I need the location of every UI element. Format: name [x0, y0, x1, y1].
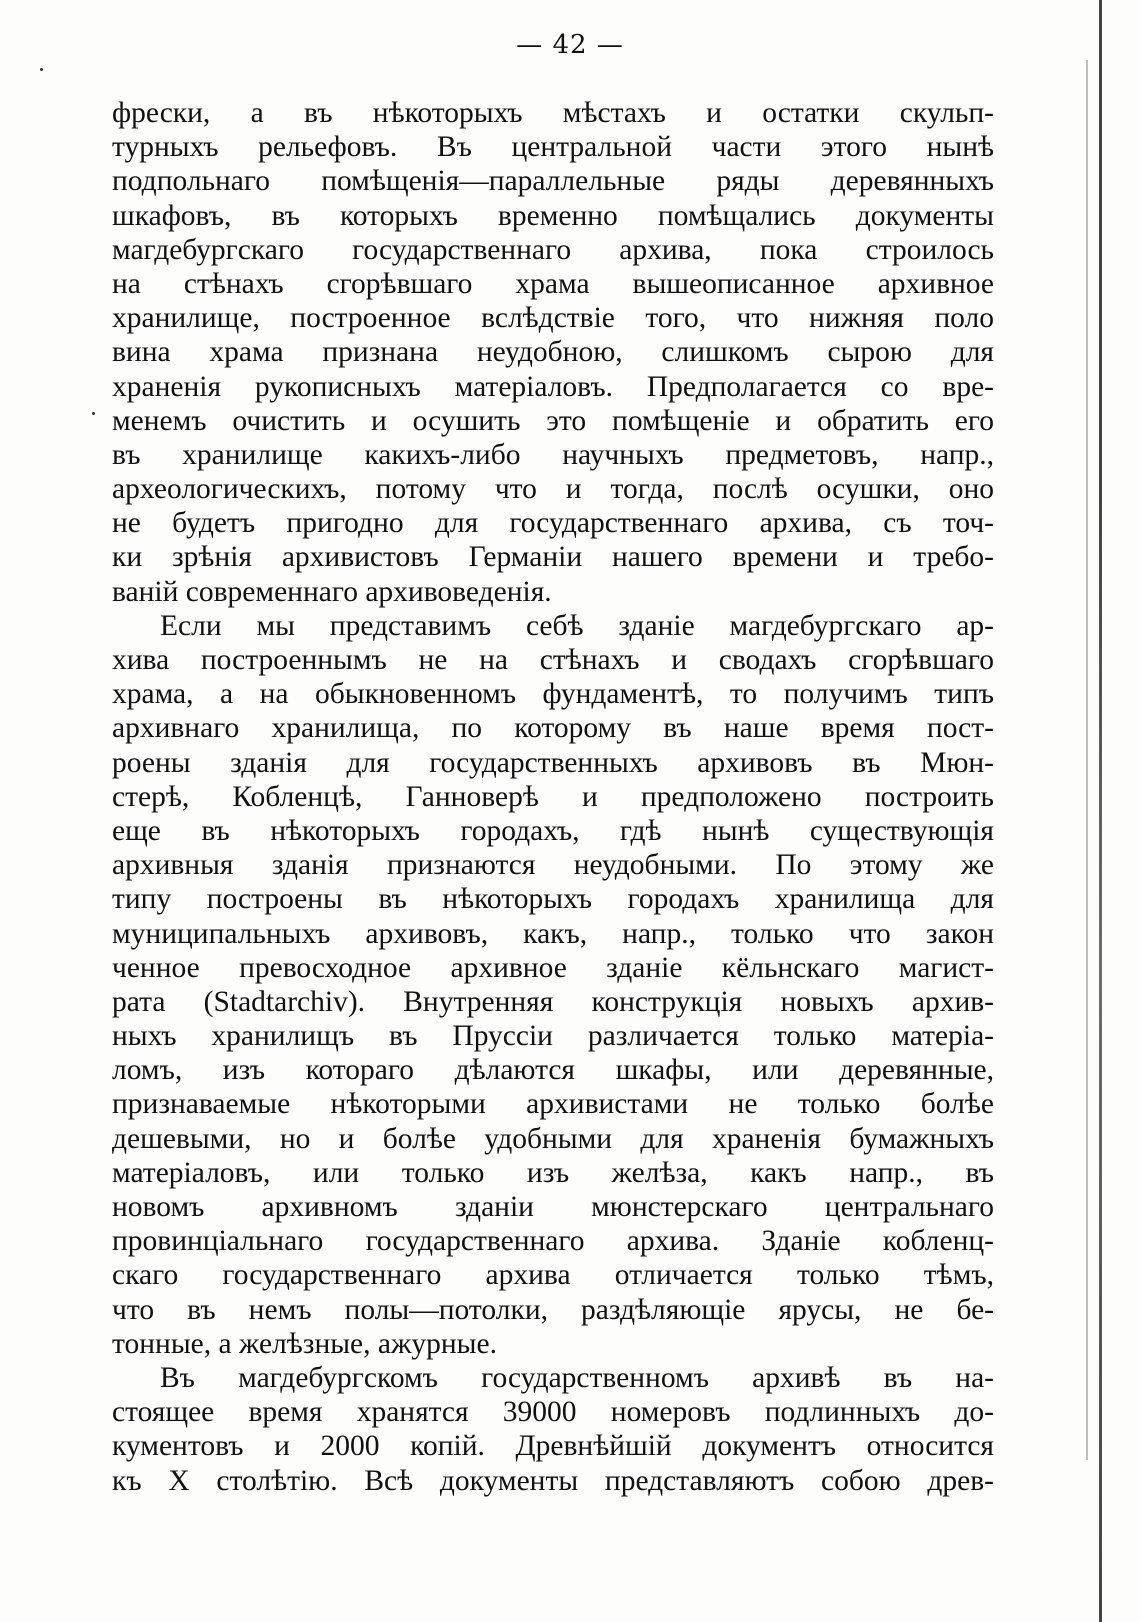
text-line: къ X столѣтію. Всѣ документы представляютъ собою древ- — [112, 1464, 994, 1497]
body-text — [112, 96, 994, 1498]
text-line: ваній современнаго архивоведенія. — [112, 575, 552, 608]
text-line: дешевыми, но и болѣе удобными для храненія бумажныхъ — [112, 1122, 994, 1155]
text-line: фрески, а въ нѣкоторыхъ мѣстахъ и остатки скульп- — [112, 97, 994, 129]
text-line: шкафовъ, въ которыхъ временно помѣщались документы — [112, 199, 994, 232]
text-line: ки зрѣнія архивистовъ Германіи нашего времени и требо- — [112, 541, 994, 574]
text-line: тонные, а желѣзные, ажурные. — [112, 1327, 497, 1360]
text-line: архивныя зданія признаются неудобными. По этому же — [112, 849, 994, 882]
text-line: магдебургскаго государственнаго архива, пока строилось — [112, 233, 994, 266]
text-line: ченное превосходное архивное зданіе кёльнскаго магист- — [112, 951, 994, 984]
text-line: Въ магдебургскомъ государственномъ архивѣ въ на- — [160, 1361, 994, 1394]
text-line: типу построены въ нѣкоторыхъ городахъ хранилища для — [112, 883, 994, 916]
text-line: подпольнаго помѣщенія—параллельные ряды деревянныхъ — [112, 165, 994, 198]
text-line: провинціальнаго государственнаго архива. Зданіе кобленц- — [112, 1225, 994, 1258]
text-line: признаваемые нѣкоторыми архивистами не только болѣе — [112, 1088, 994, 1121]
paragraph-1 — [112, 96, 994, 609]
text-line: вина храма признана неудобною, слишкомъ сырою для — [112, 336, 994, 369]
text-line: кументовъ и 2000 копій. Древнѣйшій документъ относится — [112, 1430, 994, 1463]
paragraph-3 — [112, 1361, 994, 1498]
text-line: ломъ, изъ котораго дѣлаются шкафы, или деревянные, — [112, 1054, 994, 1087]
text-line: храненія рукописныхъ матеріаловъ. Предполагается со вре- — [112, 370, 994, 403]
page-number: — 42 — — [516, 30, 624, 60]
text-line: роены зданія для государственныхъ архивовъ въ Мюн- — [112, 746, 994, 779]
text-line: менемъ очистить и осушить это помѣщеніе и обратить его — [112, 404, 994, 437]
text-line: что въ немъ полы—потолки, раздѣляющіе ярусы, не бе- — [112, 1293, 994, 1326]
text-line: археологическихъ, потому что и тогда, послѣ осушки, оно — [112, 473, 994, 506]
text-line: новомъ архивномъ зданіи мюнстерскаго центральнаго — [112, 1191, 994, 1223]
text-line: хива построеннымъ не на стѣнахъ и сводахъ сгорѣвшаго — [112, 644, 994, 676]
text-line: стоящее время хранятся 39000 номеровъ подлинныхъ до- — [112, 1396, 994, 1429]
text-line: храма, а на обыкновенномъ фундаментѣ, то получимъ типъ — [112, 678, 994, 711]
scan-speck — [40, 68, 43, 71]
paragraph-2 — [112, 609, 994, 1361]
text-line: архивнаго хранилища, по которому въ наше время пост- — [112, 712, 994, 745]
text-line: хранилище, построенное вслѣдствіе того, что нижняя поло — [112, 302, 994, 335]
page-edge-shadow — [1099, 0, 1102, 1622]
text-line: не будетъ пригодно для государственнаго архива, съ точ- — [112, 507, 994, 540]
text-line: матеріаловъ, или только изъ желѣза, какъ напр., въ — [112, 1156, 994, 1189]
text-line: скаго государственнаго архива отличается только тѣмъ, — [112, 1259, 994, 1292]
text-line: еще въ нѣкоторыхъ городахъ, гдѣ нынѣ существующія — [112, 814, 994, 847]
scan-speck — [92, 412, 95, 415]
text-line: стерѣ, Кобленцѣ, Ганноверѣ и предположено построить — [112, 780, 994, 813]
text-line: на стѣнахъ сгорѣвшаго храма вышеописанное архивное — [112, 267, 994, 300]
text-line: ныхъ хранилищъ въ Пруссіи различается только матеріа- — [112, 1020, 994, 1053]
text-line: Если мы представимъ себѣ зданіе магдебургскаго ар- — [160, 609, 994, 642]
text-line: въ хранилище какихъ-либо научныхъ предметовъ, напр., — [112, 438, 994, 471]
text-line: турныхъ рельефовъ. Въ центральной части этого нынѣ — [112, 131, 994, 164]
text-line: муниципальныхъ архивовъ, какъ, напр., только что закон — [112, 917, 994, 950]
text-line: рата (Stadtarchiv). Внутренняя конструкція новыхъ архив- — [112, 985, 994, 1018]
page-edge-shadow-faint — [1086, 60, 1088, 1460]
